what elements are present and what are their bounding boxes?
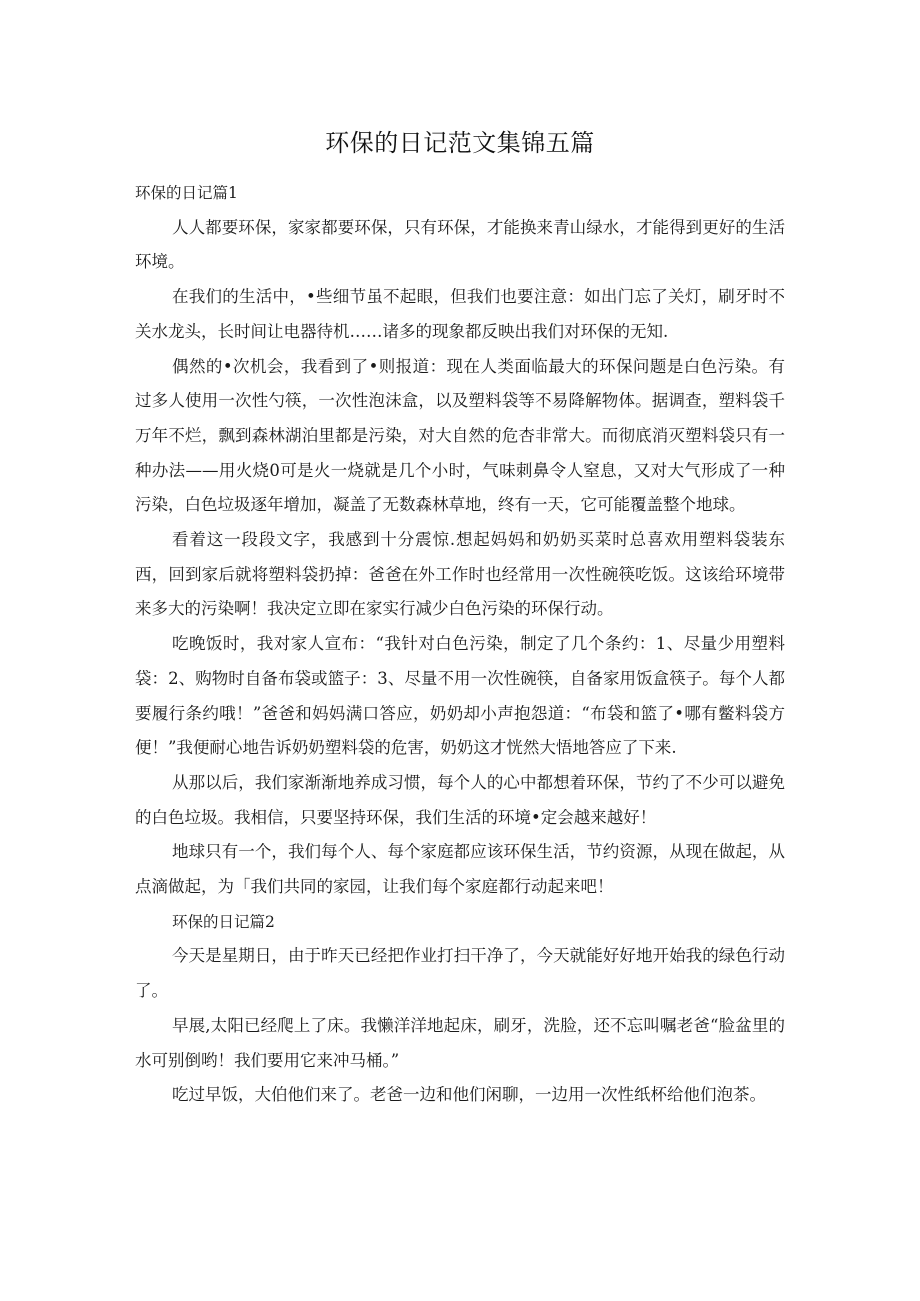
section-2-paragraph-1: 今天是星期日，由于昨天已经把作业打扫干净了，今天就能好好地开始我的绿色行动了。 [135,946,785,1001]
section-1-paragraph-5: 吃晚饭时，我对家人宣布：“我针对白色污染，制定了几个条约：1、尽量少用塑料袋：2、购物时自备布袋或篮子：3、尽量不用一次性碗筷，自备家用饭盒筷子。每个人都要履行条约哦！”爸爸和妈妈满口答应，奶奶却小声抱怨道：“布袋和篮了•哪有鳖料袋方便！”我便耐心地告诉奶奶塑料袋的危害，奶奶这才恍然大悟地答应了下来. [135,634,785,758]
section-2-paragraph-2: 早展,太阳已经爬上了床。我懒洋洋地起床，刷牙，洗脸，还不忘叫嘱老爸“脸盆里的水可别倒哟！我们要用它来冲马桶。” [135,1015,785,1070]
section-1-paragraph-3: 偶然的•次机会，我看到了•则报道：现在人类面临最大的环保问题是白色污染。有过多人使用一次性勺筷，一次性泡沫盒，以及塑料袋等不易降解物体。据调查，塑料袋千万年不烂，飘到森林湖泊里都是污染，对大自然的危杏非常大。而彻底消灭塑料袋只有一种办法——用火烧0可是火一烧就是几个小时，气味刺鼻令人窒息，又对大气形成了一种污染，白色垃圾逐年增加，凝盖了无数森林草地，终有一天，它可能覆盖整个地球。 [135,356,785,515]
section-2-paragraph-3: 吃过早饭，大伯他们来了。老爸一边和他们闲聊，一边用一次性纸杯给他们泡茶。 [172,1085,766,1105]
section-2-heading: 环保的日记篇2 [172,912,275,931]
section-1-paragraph-6: 从那以后，我们家渐渐地养成习惯，每个人的心中都想着环保，节约了不少可以避免的白色垃圾。我相信，只要坚持环保，我们生活的环境•定会越来越好！ [135,772,785,827]
section-1-paragraph-7: 地球只有一个，我们每个人、每个家庭都应该环保生活，节约资源，从现在做起，从点滴做起，为「我们共同的家园，让我们每个家庭都行动起来吧！ [135,842,785,897]
section-1-paragraph-1: 人人都要环保，家家都要环保，只有环保，才能换来青山绿水，才能得到更好的生活环境。 [135,217,785,272]
document-title: 环保的日记范文集锦五篇 [325,129,595,157]
section-1-paragraph-4: 看着这一段段文字，我感到十分震惊.想起妈妈和奶奶买菜时总喜欢用塑料袋装东西，回到家后就将塑料袋扔掉：爸爸在外工作时也经常用一次性碗筷吃饭。这该给环境带来多大的污染啊！我决定立即在家实行减少白色污染的环保行动。 [135,530,785,619]
section-1-paragraph-2: 在我们的生活中，•些细节虽不起眼，但我们也要注意：如出门忘了关灯，刷牙时不关水龙头，长时间让电器待机……诸多的现象都反映出我们对环保的无知. [135,287,785,341]
section-1-heading: 环保的日记篇1 [135,184,238,202]
document-body [135,176,785,1113]
